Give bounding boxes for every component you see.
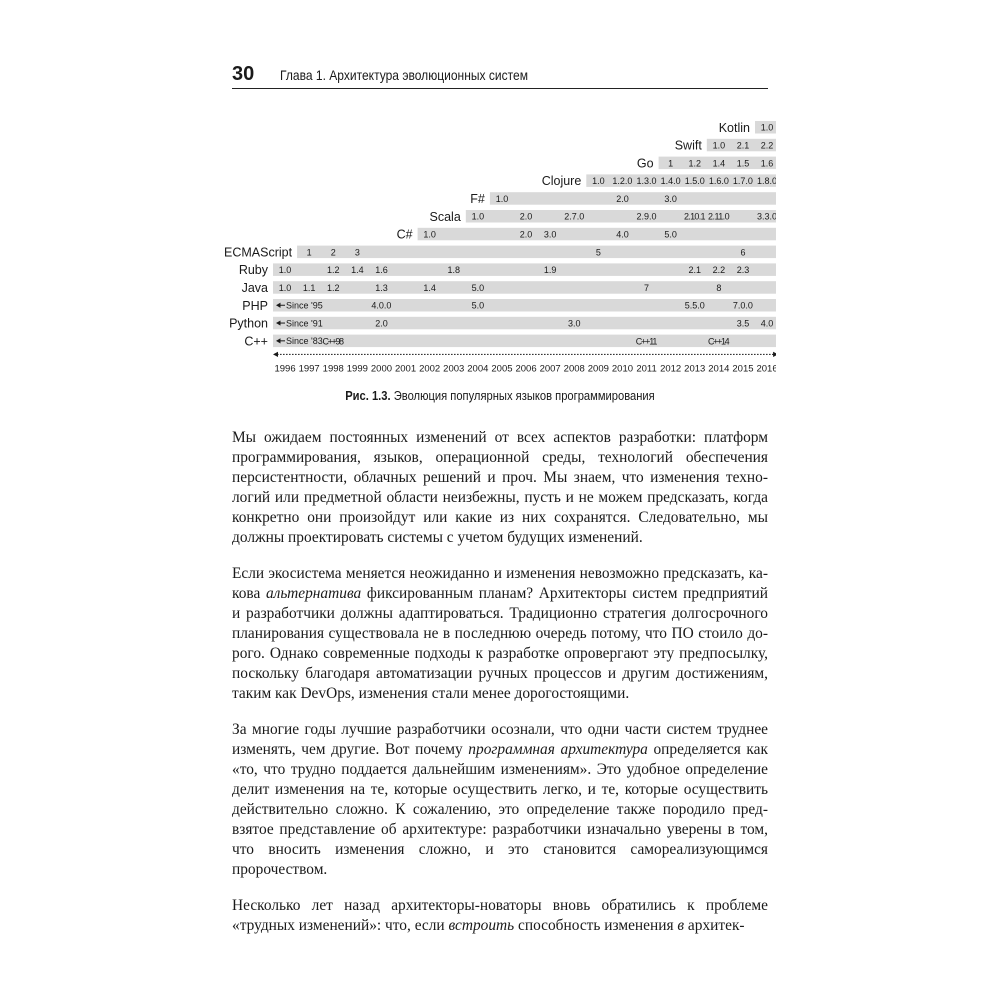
- text-run: Если экосистема меняется неожиданно и изменения невозможно предсказать, какова: [232, 565, 768, 602]
- body-text: [232, 428, 768, 936]
- page-header: [232, 62, 768, 89]
- version-label: 1.3.0: [636, 176, 657, 187]
- page-number: 30: [232, 63, 255, 85]
- emphasis: альтернатива: [265, 585, 362, 602]
- version-label: 5.5.0: [684, 300, 705, 311]
- language-name-python: Python: [229, 316, 268, 331]
- language-name-ruby: Ruby: [238, 263, 268, 278]
- version-label: 6: [740, 247, 746, 258]
- year-tick: 2002: [419, 363, 441, 375]
- version-label: 5.0: [664, 229, 677, 240]
- version-label: 3: [354, 247, 360, 258]
- year-tick: 2011: [636, 363, 657, 375]
- version-label: 1.9: [543, 265, 557, 276]
- version-label: 1.0: [495, 193, 509, 204]
- version-label: 5: [595, 247, 601, 258]
- version-label: 2.2: [712, 265, 726, 276]
- version-label: 3.0: [664, 193, 677, 204]
- bar-ecmascript: [297, 246, 776, 259]
- language-name-go: Go: [636, 156, 654, 171]
- version-label: 1.2: [326, 265, 340, 276]
- bar-cpp: [273, 335, 776, 348]
- version-label: 2.9.0: [636, 211, 657, 222]
- language-name-kotlin: Kotlin: [718, 120, 750, 135]
- bar-java: [273, 281, 776, 294]
- version-label: 8: [716, 282, 722, 293]
- version-label: 3.3.0: [757, 211, 776, 222]
- version-label: 2.1: [688, 265, 702, 276]
- emphasis: программная архитектура: [468, 741, 648, 758]
- version-label: 1.0: [760, 122, 774, 133]
- year-tick: 1996: [274, 363, 296, 375]
- text-run: архитек-: [684, 917, 745, 934]
- version-label: 4.0: [616, 229, 629, 240]
- figure-caption: [232, 386, 768, 406]
- language-name-scala: Scala: [429, 209, 461, 224]
- version-label: 1.7.0: [732, 176, 753, 187]
- version-label: 4.0: [760, 318, 774, 329]
- language-name-php: PHP: [242, 298, 268, 313]
- row-java: [242, 281, 776, 295]
- version-label: 1.3: [375, 282, 388, 293]
- version-label: 1.0: [592, 176, 605, 187]
- row-clojure: [542, 174, 776, 188]
- version-label: 1.4: [351, 265, 364, 276]
- bar-csharp: [418, 228, 776, 241]
- year-tick: 2004: [467, 363, 489, 375]
- axis-right-arrow-icon: [773, 352, 776, 357]
- year-tick: 2013: [684, 363, 706, 375]
- text-run: способность изменения: [514, 917, 678, 934]
- version-label: 1.4: [423, 282, 436, 293]
- version-label: 2.10.1: [683, 211, 706, 222]
- version-label: 2.0: [519, 211, 533, 222]
- year-tick: 2016: [756, 363, 776, 375]
- version-label: 1.0: [712, 140, 726, 151]
- paragraph: [232, 720, 768, 880]
- version-label: 3.0: [543, 229, 557, 240]
- row-fsharp: [470, 192, 776, 206]
- paragraph: [232, 564, 768, 704]
- year-tick: 2008: [563, 363, 585, 375]
- version-label: C++11: [635, 336, 658, 347]
- version-label: C++14: [708, 336, 730, 347]
- version-label: 2.2: [760, 140, 774, 151]
- bar-python: [273, 317, 776, 330]
- version-label: 2.7.0: [564, 211, 585, 222]
- version-label: 2.3: [736, 265, 750, 276]
- version-label: 2.1: [736, 140, 750, 151]
- version-label: C++98: [322, 336, 345, 347]
- version-label: 1.2: [688, 158, 702, 169]
- language-name-java: Java: [241, 280, 268, 295]
- version-label: 1: [306, 247, 312, 258]
- chart-axis: [273, 352, 776, 375]
- bar-fsharp: [490, 192, 776, 205]
- version-label: 5.0: [471, 282, 485, 293]
- version-label: 4.0.0: [371, 300, 392, 311]
- year-tick: 2006: [515, 363, 537, 375]
- running-head: Глава 1. Архитектура эволюционных систем: [280, 67, 528, 83]
- year-tick: 1999: [346, 363, 368, 375]
- language-name-swift: Swift: [674, 138, 702, 153]
- year-tick: 2007: [539, 363, 561, 375]
- version-label: 1.6: [375, 265, 388, 276]
- year-tick: 2001: [394, 363, 417, 375]
- emphasis: встроить: [448, 917, 515, 934]
- version-label: 1.2.0: [612, 176, 633, 187]
- language-evolution-chart: [220, 112, 776, 384]
- version-label: 1.6: [760, 158, 774, 169]
- version-label: 1.0: [278, 282, 292, 293]
- since-label-python: Since '91: [286, 318, 323, 329]
- language-name-ecmascript: ECMAScript: [224, 245, 293, 260]
- since-label-php: Since '95: [286, 300, 323, 311]
- year-tick: 2000: [370, 363, 393, 375]
- version-label: 2: [330, 247, 336, 258]
- year-tick: 2014: [708, 363, 730, 375]
- row-python: [229, 317, 776, 331]
- version-label: 7.0.0: [732, 300, 753, 311]
- language-name-clojure: Clojure: [541, 174, 582, 189]
- version-label: 2.0: [616, 193, 629, 204]
- version-label: 1.6.0: [708, 176, 729, 187]
- version-label: 1.2: [326, 282, 340, 293]
- row-cpp: [244, 334, 776, 348]
- emphasis: в: [677, 917, 685, 934]
- chart-rows: [224, 121, 776, 349]
- version-label: 3.0: [567, 318, 581, 329]
- year-tick: 2009: [587, 363, 609, 375]
- version-label: 1: [668, 158, 674, 169]
- text-run: За многие годы лучшие разработчики осознали, что одни части систем труднее изменять, чем другие. Вот почему: [232, 721, 768, 758]
- figure-caption-label: Рис. 1.3.: [345, 388, 391, 403]
- language-name-fsharp: F#: [470, 191, 485, 206]
- version-label: 1.1: [302, 282, 316, 293]
- axis-left-arrow-icon: [273, 352, 278, 357]
- version-label: 2.0: [375, 318, 388, 329]
- year-tick: 1998: [322, 363, 344, 375]
- text-run: определяется как «то, что трудно поддается дальнейшим изменениям». Это удобное определение делит изменения на те, которые осуществить легко, и те, которые осуществить действительно сложно. К сожалению, это определение также породило предвзятое представление об архитектуре: разработчики изначально уверены в том, что вносить изменения сложно, и это становится самореализующимся пророчеством.: [232, 741, 768, 878]
- version-label: 1.8: [447, 265, 461, 276]
- row-csharp: [397, 228, 776, 242]
- row-scala: [430, 210, 776, 224]
- row-kotlin: [719, 121, 776, 135]
- version-label: 1.4: [712, 158, 726, 169]
- text-run: Несколько лет назад архитекторы-новаторы вновь обратились к проблеме «трудных изменений»: что, если: [232, 897, 768, 934]
- year-tick: 2012: [660, 363, 682, 375]
- version-label: 2.0: [519, 229, 533, 240]
- chart-canvas: [220, 112, 776, 384]
- language-name-csharp: C#: [396, 227, 413, 242]
- row-swift: [675, 139, 776, 153]
- row-ruby: [239, 263, 776, 277]
- version-label: 1.0: [471, 211, 485, 222]
- figure-caption-text: Эволюция популярных языков программирования: [393, 388, 655, 403]
- since-label-cpp: Since '83: [286, 336, 323, 347]
- version-label: 1.8.0: [757, 176, 776, 187]
- paragraph: [232, 896, 768, 936]
- version-label: 7: [644, 282, 650, 293]
- year-tick: 2005: [491, 363, 513, 375]
- paragraph: [232, 428, 768, 548]
- version-label: 1.5: [736, 158, 750, 169]
- row-ecmascript: [224, 245, 776, 259]
- year-tick: 2003: [443, 363, 465, 375]
- version-label: 1.5.0: [684, 176, 705, 187]
- year-tick: 2015: [732, 363, 754, 375]
- text-run: фиксированным планам? Архитекторы систем предприятий и разработчики должны адаптироваться. Традиционно стратегия долгосрочного планирования существовала не в последнюю очередь потому, что ПО стоило дорого. Однако современные подходы к разработке опровергают эту предпосылку, поскольку благодаря автоматизации ручных процессов и другим достижениям, таким как DevOps, изменения стали менее дорогостоящими.: [232, 585, 768, 702]
- row-php: [242, 299, 776, 313]
- version-label: 1.4.0: [660, 176, 681, 187]
- year-tick: 2010: [611, 363, 634, 375]
- version-label: 2.11.0: [708, 211, 730, 222]
- row-go: [637, 156, 776, 170]
- version-label: 5.0: [471, 300, 485, 311]
- year-tick: 1997: [298, 363, 320, 375]
- version-label: 1.0: [423, 229, 436, 240]
- text-run: Мы ожидаем постоянных изменений от всех аспектов разработки: платформ программирования, языков, операционной среды, технологий обеспечения персистентности, облачных решений и проч. Мы знаем, что изменения технологий или предметной области неизбежны, пусть и не можем предсказать, когда конкретно они произойдут или какие из них сохранятся. Следовательно, мы должны проектировать системы с учетом будущих изменений.: [232, 429, 768, 546]
- version-label: 1.0: [278, 265, 292, 276]
- language-name-cpp: C++: [244, 334, 268, 349]
- version-label: 3.5: [736, 318, 750, 329]
